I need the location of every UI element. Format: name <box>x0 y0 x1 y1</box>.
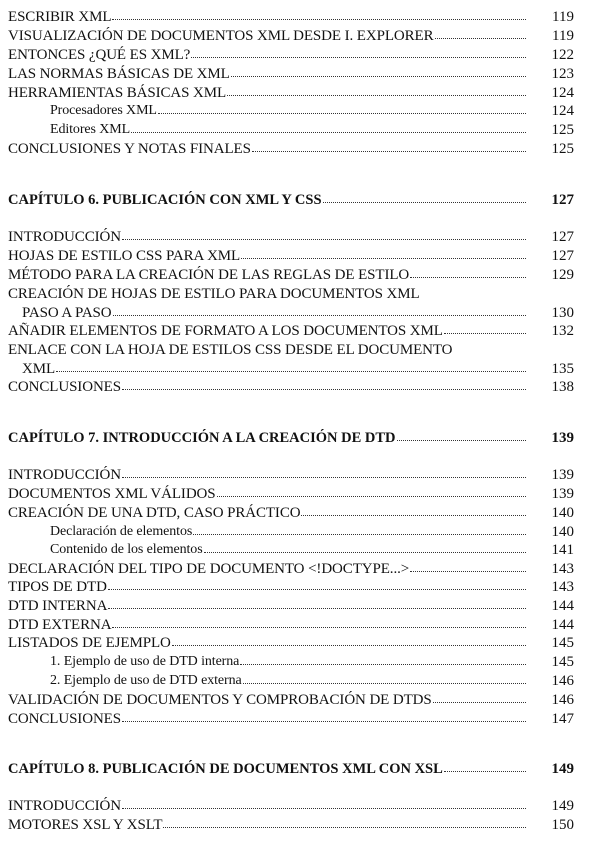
toc-entry <box>0 84 600 102</box>
dot-leader <box>122 808 526 809</box>
toc-entry-title: Declaración de elementos <box>50 524 193 539</box>
dot-leader <box>240 664 526 665</box>
page-number: 140 <box>551 524 574 540</box>
page-number: 138 <box>551 379 574 395</box>
dot-leader <box>131 132 526 133</box>
toc-entry-title: Contenido de los elementos <box>50 542 203 557</box>
page-number: 144 <box>551 617 574 633</box>
dot-leader <box>56 371 526 372</box>
toc-entry <box>0 102 600 120</box>
dot-leader <box>433 702 526 703</box>
toc-entry-title: MÉTODO PARA LA CREACIÓN DE LAS REGLAS DE ESTILO <box>8 267 410 283</box>
toc-entry <box>0 504 600 522</box>
dot-leader <box>241 258 526 259</box>
page-number: 145 <box>551 635 574 651</box>
page-number: 124 <box>551 103 574 119</box>
toc-entry <box>0 304 600 322</box>
page-number: 150 <box>551 817 574 833</box>
dot-leader <box>410 571 526 572</box>
page-number: 127 <box>551 192 574 208</box>
toc-entry-title: 2. Ejemplo de uso de DTD externa <box>50 673 242 688</box>
toc-entry <box>0 523 600 541</box>
chapter-heading <box>0 191 600 209</box>
page-number: 149 <box>551 798 574 814</box>
dot-leader <box>227 95 526 96</box>
dot-leader <box>217 496 526 497</box>
dot-leader <box>163 827 526 828</box>
toc-entry <box>0 266 600 284</box>
toc-entry <box>0 360 600 378</box>
dot-leader <box>122 239 526 240</box>
page-number: 129 <box>551 267 574 283</box>
dot-leader <box>108 589 526 590</box>
toc-entry <box>0 466 600 484</box>
toc-entry <box>0 578 600 596</box>
page-number: 143 <box>551 579 574 595</box>
toc-entry <box>0 485 600 503</box>
page-number: 135 <box>551 361 574 377</box>
toc-entry-title: LISTADOS DE EJEMPLO <box>8 635 171 651</box>
page-number: 149 <box>551 761 574 777</box>
toc-entry-title: Editores XML <box>50 122 131 137</box>
toc-entry-title: AÑADIR ELEMENTOS DE FORMATO A LOS DOCUMENTOS XML <box>8 323 443 339</box>
page-number: 123 <box>551 66 574 82</box>
toc-entry <box>0 710 600 728</box>
page-number: 140 <box>551 505 574 521</box>
page-number: 146 <box>551 673 574 689</box>
toc-entry-title: PASO A PASO <box>22 305 112 321</box>
toc-entry-title: ENTONCES ¿QUÉ ES XML? <box>8 47 191 63</box>
page-number: 124 <box>551 85 574 101</box>
dot-leader <box>112 627 526 628</box>
dot-leader <box>122 477 526 478</box>
toc-entry-title: MOTORES XSL Y XSLT <box>8 817 163 833</box>
dot-leader <box>112 19 526 20</box>
toc-entry-title: ESCRIBIR XML <box>8 9 112 25</box>
toc-entry-title: DECLARACIÓN DEL TIPO DE DOCUMENTO <!DOCTYPE...> <box>8 561 410 577</box>
dot-leader <box>410 277 526 278</box>
toc-entry-title: ENLACE CON LA HOJA DE ESTILOS CSS DESDE EL DOCUMENTO <box>8 342 453 358</box>
toc-entry-title: CONCLUSIONES Y NOTAS FINALES <box>8 141 251 157</box>
toc-entry-title: DTD INTERNA <box>8 598 108 614</box>
page-number: 146 <box>551 692 574 708</box>
dot-leader <box>444 333 526 334</box>
page-number: 145 <box>551 654 574 670</box>
page-number: 119 <box>552 9 574 25</box>
dot-leader <box>113 315 526 316</box>
page-number: 143 <box>551 561 574 577</box>
toc-entry <box>0 65 600 83</box>
toc-entry <box>0 8 600 26</box>
toc-entry-title: HERRAMIENTAS BÁSICAS XML <box>8 85 227 101</box>
page-number: 147 <box>551 711 574 727</box>
chapter-heading <box>0 760 600 778</box>
dot-leader <box>108 608 526 609</box>
toc-entry <box>0 247 600 265</box>
toc-entry <box>0 140 600 158</box>
toc-entry-title: VALIDACIÓN DE DOCUMENTOS Y COMPROBACIÓN DE DTDS <box>8 692 432 708</box>
toc-entry <box>0 341 600 359</box>
page-number: 130 <box>551 305 574 321</box>
toc-entry <box>0 816 600 834</box>
toc-entry-title: Procesadores XML <box>50 103 157 118</box>
dot-leader <box>193 534 526 535</box>
toc-entry-title: DTD EXTERNA <box>8 617 112 633</box>
toc-entry-title: VISUALIZACIÓN DE DOCUMENTOS XML DESDE I. EXPLORER <box>8 28 434 44</box>
toc-entry-title: 1. Ejemplo de uso de DTD interna <box>50 654 240 669</box>
toc-entry <box>0 634 600 652</box>
page-number: 125 <box>551 122 574 138</box>
dot-leader <box>231 76 526 77</box>
dot-leader <box>191 57 526 58</box>
page-number: 141 <box>551 542 574 558</box>
toc-entry-title: CAPÍTULO 7. INTRODUCCIÓN A LA CREACIÓN DE DTD <box>8 430 396 446</box>
toc-entry-title: CAPÍTULO 6. PUBLICACIÓN CON XML Y CSS <box>8 192 322 208</box>
toc-entry-title: XML <box>22 361 56 377</box>
page-number: 119 <box>552 28 574 44</box>
toc-entry-title: TIPOS DE DTD <box>8 579 107 595</box>
page-number: 132 <box>551 323 574 339</box>
toc-entry-title: DOCUMENTOS XML VÁLIDOS <box>8 486 216 502</box>
toc-entry <box>0 560 600 578</box>
toc-entry <box>0 378 600 396</box>
page-number: 125 <box>551 141 574 157</box>
dot-leader <box>444 771 526 772</box>
dot-leader <box>122 389 526 390</box>
toc-entry <box>0 597 600 615</box>
dot-leader <box>172 645 526 646</box>
dot-leader <box>243 683 526 684</box>
page-number: 144 <box>551 598 574 614</box>
toc-entry-title: LAS NORMAS BÁSICAS DE XML <box>8 66 230 82</box>
toc-entry <box>0 121 600 139</box>
toc-entry <box>0 691 600 709</box>
dot-leader <box>435 38 526 39</box>
dot-leader <box>397 440 526 441</box>
toc-entry <box>0 322 600 340</box>
toc-entry <box>0 27 600 45</box>
dot-leader <box>122 721 526 722</box>
dot-leader <box>252 151 526 152</box>
toc-entry-title: HOJAS DE ESTILO CSS PARA XML <box>8 248 241 264</box>
page-number: 139 <box>551 486 574 502</box>
toc-entry-title: CAPÍTULO 8. PUBLICACIÓN DE DOCUMENTOS XML CON XSL <box>8 761 443 777</box>
dot-leader <box>323 202 526 203</box>
toc-entry <box>0 541 600 559</box>
toc-entry-title: INTRODUCCIÓN <box>8 467 121 483</box>
page-number: 127 <box>551 229 574 245</box>
dot-leader <box>204 552 526 553</box>
toc-entry-title: CREACIÓN DE HOJAS DE ESTILO PARA DOCUMENTOS XML <box>8 286 420 302</box>
toc-entry <box>0 285 600 303</box>
page-number: 139 <box>551 430 574 446</box>
toc-entry-title: CONCLUSIONES <box>8 711 121 727</box>
toc-entry <box>0 797 600 815</box>
page-number: 139 <box>551 467 574 483</box>
toc-entry-title: INTRODUCCIÓN <box>8 229 121 245</box>
toc-entry-title: CREACIÓN DE UNA DTD, CASO PRÁCTICO <box>8 505 301 521</box>
toc-entry <box>0 616 600 634</box>
dot-leader <box>158 113 526 114</box>
dot-leader <box>301 515 526 516</box>
toc-entry-title: INTRODUCCIÓN <box>8 798 121 814</box>
toc-entry-title: CONCLUSIONES <box>8 379 121 395</box>
toc-entry <box>0 672 600 690</box>
toc-entry <box>0 46 600 64</box>
toc-entry <box>0 228 600 246</box>
toc-entry <box>0 653 600 671</box>
chapter-heading <box>0 429 600 447</box>
page-number: 127 <box>551 248 574 264</box>
page-number: 122 <box>551 47 574 63</box>
